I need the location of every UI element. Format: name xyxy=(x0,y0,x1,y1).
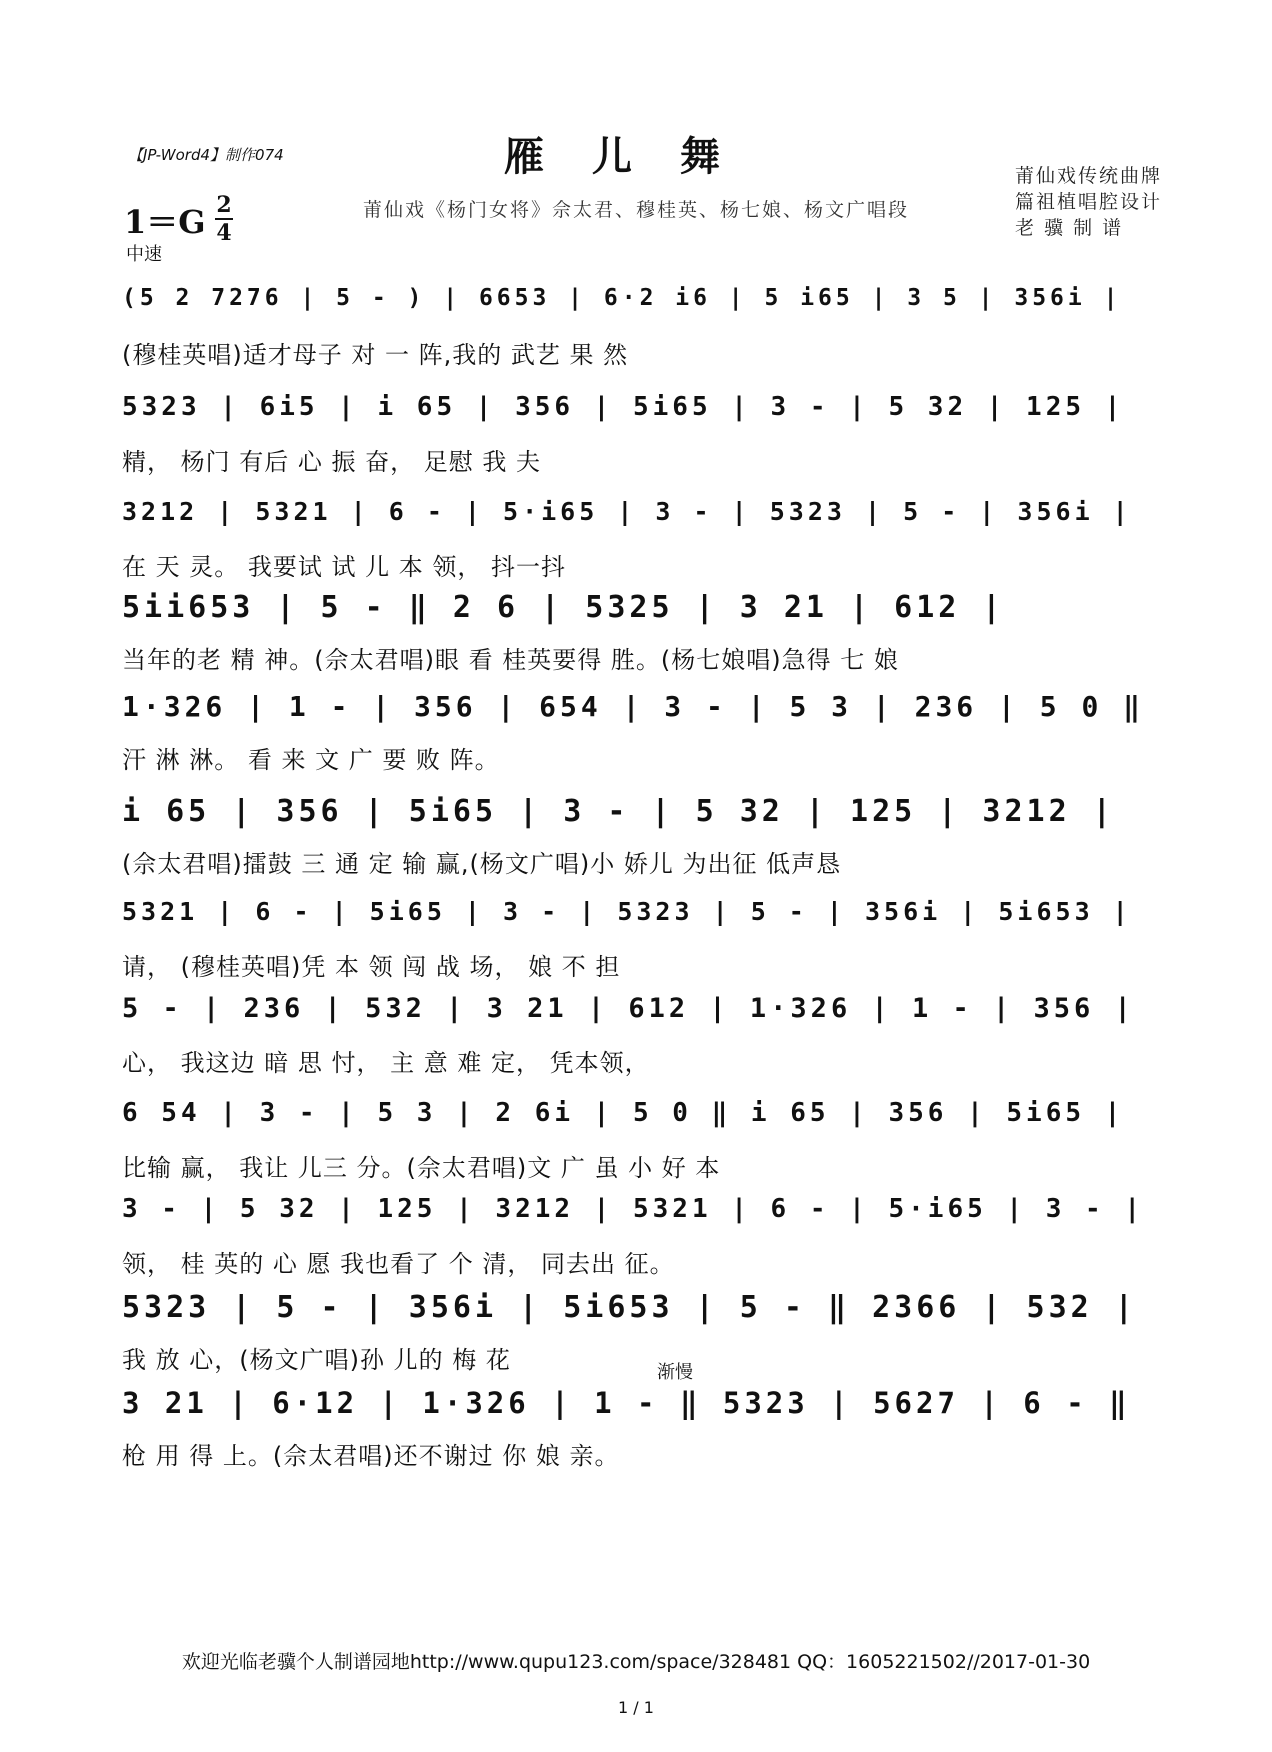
notation-line: i 65 | 356 | 5i65 | 3 - | 5 32 | 125 | 3212 | xyxy=(122,794,1115,829)
notation-line: 3212 | 5321 | 6 - | 5·i65 | 3 - | 5323 | 5 - | 356i | xyxy=(122,497,1132,526)
lyric-line: (佘太君唱)擂鼓 三 通 定 输 赢,(杨文广唱)小 娇儿 为出征 低声恳 xyxy=(122,850,842,878)
lyric-line: 比输 赢， 我让 儿三 分。(佘太君唱)文 广 虽 小 好 本 xyxy=(122,1154,721,1182)
notation-line: (5 2 7276 | 5 - ) | 6653 | 6·2 i6 | 5 i65 | 3 5 | 356i | xyxy=(122,285,1122,311)
lyric-line: (穆桂英唱)适才母子 对 一 阵,我的 武艺 果 然 xyxy=(122,341,629,369)
lyric-line: 我 放 心，(杨文广唱)孙 儿的 梅 花 xyxy=(122,1346,511,1374)
notation-line: 5321 | 6 - | 5i65 | 3 - | 5323 | 5 - | 356i | 5i653 | xyxy=(122,897,1132,926)
notation-line: 5323 | 6i5 | i 65 | 356 | 5i65 | 3 - | 5 32 | 125 | xyxy=(122,392,1125,422)
notation-line: 1·326 | 1 - | 356 | 654 | 3 - | 5 3 | 236 | 5 0 ‖ xyxy=(122,690,1145,723)
footer-note: 欢迎光临老骥个人制谱园地http://www.qupu123.com/space/328481 QQ：1605221502//2017-01-30 xyxy=(181,1651,1091,1673)
lyric-line: 在 天 灵。 我要试 试 儿 本 领， 抖一抖 xyxy=(122,553,567,581)
lyric-line: 汗 淋 淋。 看 来 文 广 要 败 阵。 xyxy=(122,746,500,774)
credits xyxy=(1015,163,1162,241)
credit-line: 莆仙戏传统曲牌 xyxy=(1014,165,1162,187)
credit-line: 老 骥 制 谱 xyxy=(1014,217,1124,239)
notation-line: 3 - | 5 32 | 125 | 3212 | 5321 | 6 - | 5·i65 | 3 - | xyxy=(122,1194,1144,1224)
lyric-line: 枪 用 得 上。(佘太君唱)还不谢过 你 娘 亲。 xyxy=(122,1442,620,1470)
subtitle: 莆仙戏《杨门女将》佘太君、穆桂英、杨七娘、杨文广唱段 xyxy=(362,199,909,221)
lyric-line: 精， 杨门 有后 心 振 奋， 足慰 我 夫 xyxy=(122,448,542,476)
tempo-marking: 中速 xyxy=(126,244,162,265)
time-denominator: 4 xyxy=(216,220,232,246)
time-numerator: 2 xyxy=(216,192,232,218)
notation-line: 5 - | 236 | 532 | 3 21 | 612 | 1·326 | 1 - | 356 | xyxy=(122,993,1135,1024)
notation-line: 6 54 | 3 - | 5 3 | 2 6i | 5 0 ‖ i 65 | 356 | 5i65 | xyxy=(122,1098,1125,1128)
page-number: 1 / 1 xyxy=(618,1698,654,1717)
credit-line: 篇祖植唱腔设计 xyxy=(1014,191,1162,213)
notation-line: 3 21 | 6·12 | 1·326 | 1 - ‖ 5323 | 5627 | 6 - ‖ xyxy=(122,1386,1131,1420)
notation-line: 5ii653 | 5 - ‖ 2 6 | 5325 | 3 21 | 612 | xyxy=(122,590,1005,625)
tempo-change-mark: 渐慢 xyxy=(657,1362,693,1383)
lyric-line: 心， 我这边 暗 思 忖， 主 意 难 定， 凭本领， xyxy=(122,1049,650,1077)
lyric-line: 请， (穆桂英唱)凭 本 领 闯 战 场， 娘 不 担 xyxy=(122,953,621,981)
lyric-line: 领， 桂 英的 心 愿 我也看了 个 清， 同去出 征。 xyxy=(122,1250,675,1278)
maker-note: 【JP-Word4】制作074 xyxy=(128,146,284,164)
notation-line: 5323 | 5 - | 356i | 5i653 | 5 - ‖ 2366 | 532 | xyxy=(122,1290,1137,1325)
lyric-line: 当年的老 精 神。(佘太君唱)眼 看 桂英要得 胜。(杨七娘唱)急得 七 娘 xyxy=(122,646,899,674)
time-signature xyxy=(215,193,233,245)
key-signature: 1＝G xyxy=(124,203,206,241)
page-title: 雁儿舞 xyxy=(504,133,768,180)
